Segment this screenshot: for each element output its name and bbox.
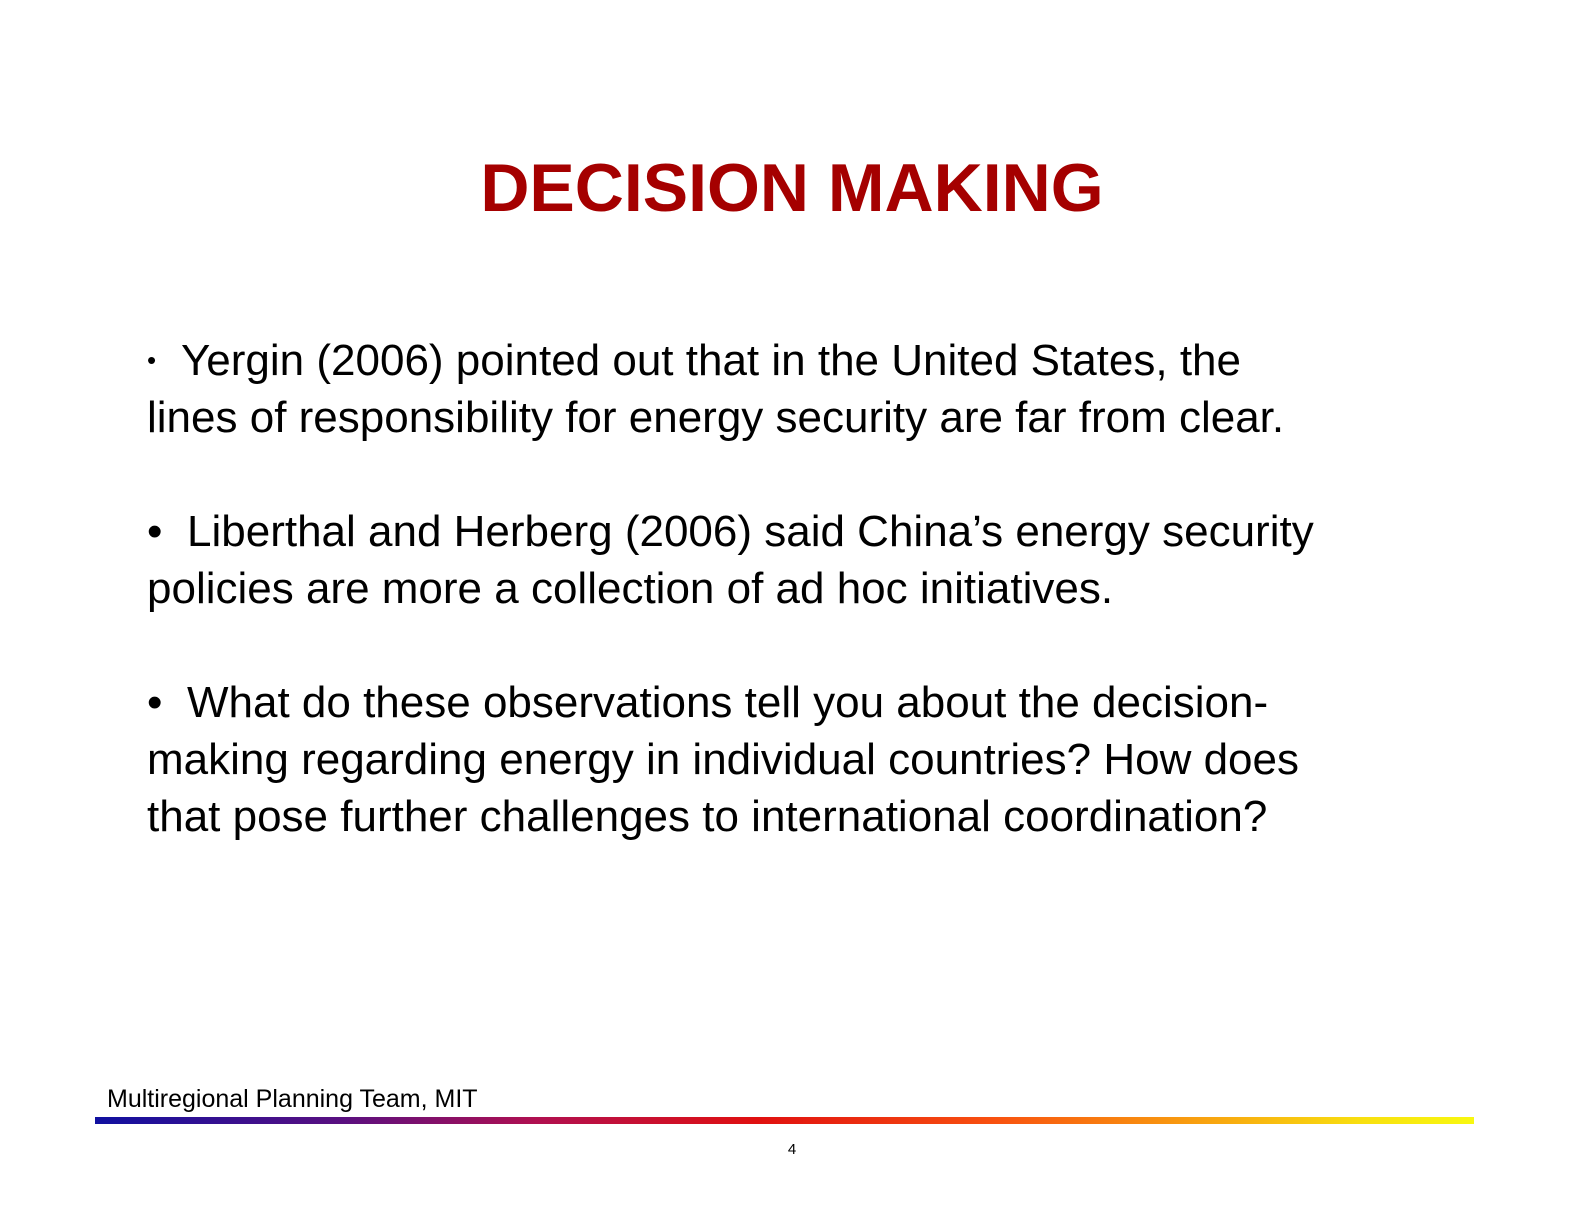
footer-credit: Multiregional Planning Team, MIT: [107, 1085, 478, 1113]
bullet-line: policies are more a collection of ad hoc initiatives.: [147, 564, 1114, 613]
bullet-list: [147, 332, 1447, 902]
bullet-text: Yergin (2006) pointed out that in the United States, the: [181, 336, 1241, 385]
bullet-text: Liberthal and Herberg (2006) said China’s energy security: [187, 507, 1314, 556]
bullet-item: [147, 503, 1447, 617]
bullet-item: [147, 674, 1447, 845]
bullet-line: [147, 503, 1447, 560]
bullet-icon: •: [147, 507, 163, 556]
bullet-line: [147, 674, 1447, 731]
bullet-line: making regarding energy in individual countries? How does: [147, 735, 1299, 784]
page-number: 4: [787, 1141, 797, 1158]
footer-gradient-rule: [95, 1117, 1474, 1124]
slide-title: DECISION MAKING: [480, 150, 1104, 226]
bullet-item: [147, 332, 1447, 446]
bullet-icon: •: [147, 678, 163, 727]
bullet-line: [147, 332, 1447, 389]
bullet-line: lines of responsibility for energy security are far from clear.: [147, 393, 1285, 442]
bullet-line: that pose further challenges to international coordination?: [147, 792, 1268, 841]
bullet-text: What do these observations tell you about the decision-: [187, 678, 1269, 727]
bullet-icon: •: [147, 345, 157, 375]
